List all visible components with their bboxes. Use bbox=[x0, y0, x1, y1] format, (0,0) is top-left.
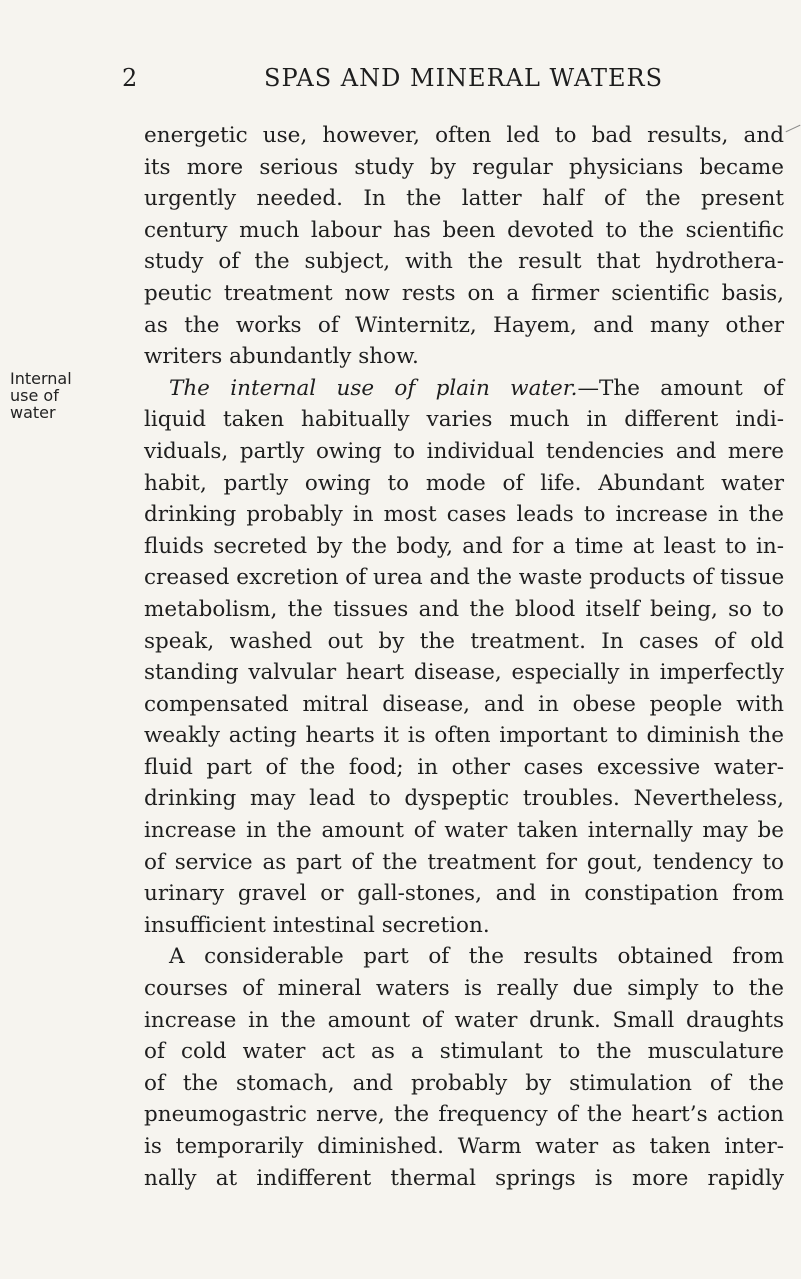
page-number: 2 bbox=[122, 64, 139, 92]
text-line: viduals, partly owing to individual tendencies and mere bbox=[144, 438, 784, 464]
text-line: is temporarily diminished. Warm water as taken inter- bbox=[144, 1134, 784, 1159]
text-line: weakly acting hearts it is often important to diminish the bbox=[144, 723, 784, 749]
text-line: standing valvular heart disease, especially in imperfectly bbox=[144, 660, 784, 686]
text-line: urgently needed. In the latter half of the present bbox=[144, 186, 784, 212]
text-line: creased excretion of urea and the waste products of tissue bbox=[144, 565, 785, 591]
text-line: fluids secreted by the body, and for a time at least to in- bbox=[144, 533, 784, 559]
running-head bbox=[122, 64, 664, 100]
text-line: its more serious study by regular physicians became bbox=[144, 154, 784, 180]
text-line: of the stomach, and probably by stimulation of the bbox=[144, 1070, 784, 1096]
margin-note-line: water bbox=[10, 403, 56, 422]
text-line: habit, partly owing to mode of life. Abundant water bbox=[144, 470, 784, 496]
text-line: study of the subject, with the result that hydrothera- bbox=[144, 249, 784, 275]
text-line: of service as part of the treatment for gout, tendency to bbox=[144, 849, 784, 875]
margin-note-line: Internal bbox=[10, 369, 72, 388]
text-line: increase in the amount of water taken internally may be bbox=[144, 818, 784, 844]
margin-mark bbox=[786, 125, 801, 133]
body-text bbox=[144, 120, 784, 1194]
text-line: insufficient intestinal secretion. bbox=[144, 912, 490, 938]
text-line: writers abundantly show. bbox=[144, 344, 419, 370]
text-line: as the works of Winternitz, Hayem, and many other bbox=[144, 312, 784, 338]
heading-continuation: —The amount of bbox=[577, 375, 784, 401]
margin-note-line: use of bbox=[10, 386, 59, 405]
text-line: of cold water act as a stimulant to the musculature bbox=[144, 1039, 784, 1065]
paragraph-heading-line bbox=[144, 373, 784, 405]
text-line: pneumogastric nerve, the frequency of the heart’s action bbox=[144, 1102, 784, 1128]
text-line: peutic treatment now rests on a firmer scientific basis, bbox=[144, 280, 784, 306]
text-line: fluid part of the food; in other cases excessive water- bbox=[144, 754, 784, 780]
margin-note bbox=[10, 370, 130, 421]
text-line: increase in the amount of water drunk. Small draughts bbox=[144, 1007, 784, 1033]
text-line: metabolism, the tissues and the blood itself being, so to bbox=[144, 596, 784, 622]
text-line: courses of mineral waters is really due simply to the bbox=[144, 976, 784, 1002]
text-line: urinary gravel or gall-stones, and in constipation from bbox=[144, 881, 784, 907]
text-line: compensated mitral disease, and in obese people with bbox=[144, 691, 784, 717]
text-line: drinking may lead to dyspeptic troubles. Nevertheless, bbox=[144, 786, 784, 812]
text-line: century much labour has been devoted to the scientific bbox=[144, 217, 784, 243]
text-line: drinking probably in most cases leads to increase in the bbox=[144, 502, 784, 528]
text-line: A considerable part of the results obtained from bbox=[169, 944, 784, 970]
running-title: SPAS AND MINERAL WATERS bbox=[264, 64, 664, 92]
text-line: nally at indifferent thermal springs is more rapidly bbox=[144, 1165, 784, 1191]
section-heading: The internal use of plain water. bbox=[169, 375, 578, 401]
text-line: energetic use, however, often led to bad results, and bbox=[144, 123, 784, 148]
text-line: liquid taken habitually varies much in different indi- bbox=[144, 407, 784, 433]
text-line: speak, washed out by the treatment. In cases of old bbox=[144, 628, 784, 654]
